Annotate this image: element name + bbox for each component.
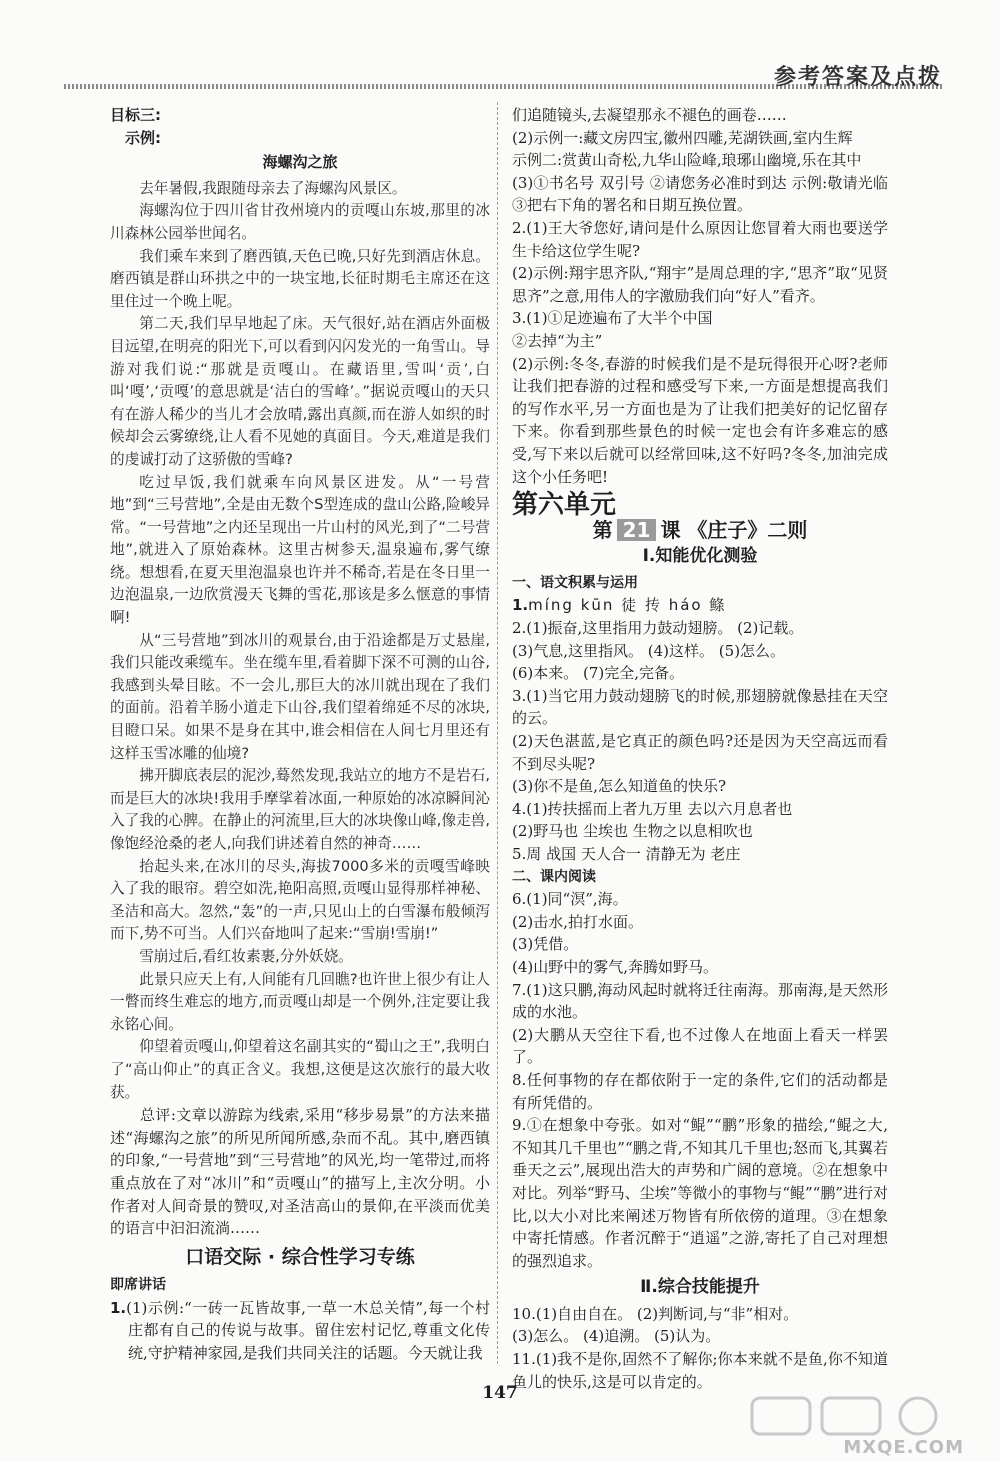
part-title: Ⅰ.知能优化测验 (642, 546, 758, 567)
answer-line: 7.(1)这只鹏,海动风起时就将迁往南海。那南海,是天然形成的水池。 (512, 980, 888, 1022)
essay-paragraph: 吃过早饭,我们就乘车向风景区进发。从“一号营地”到“三号营地”,全是由无数个S型连成的盘山公路,险峻异常。“一号营地”之内还呈现出一片山村的风光,到了“二号营地”,就进入了原始森林。这里古树参天,温泉遍布,雾气缭绕。想想看,在夏天里泡温泉也许并不稀奇,若是在冬日里一边泡温泉,一边欣赏漫天飞舞的雪花,那该是多么惬意的事情啊! (110, 473, 490, 627)
answer-line: 3.(1)①足迹遍布了大半个中国 (512, 309, 713, 328)
goal-heading: 目标三: (110, 106, 161, 124)
answer-line: 4.(1)抟扶摇而上者九万里 去以六月息者也 (512, 799, 793, 818)
answer-line: (2)示例一:藏文房四宝,徽州四雕,芜湖铁画,室内生辉 (512, 128, 853, 147)
answer-line: (4)山野中的雾气,奔腾如野马。 (512, 957, 719, 976)
essay-paragraph: 第二天,我们早早地起了床。天气很好,站在酒店外面极目远望,在明亮的阳光下,可以看到闪闪发光的一角雪山。导游对我们说:“那就是贡嘎山。在藏语里,雪叫‘贡’,白叫‘嘎’,‘贡嘎’的意思就是‘洁白的雪峰’。”据说贡嘎山的天只有在游人稀少的当儿才会放晴,露出真颜,而在游人如织的时候却会云雾缭绕,让人看不见她的真面目。今天,难道是我们的虔诚打动了这骄傲的雪峰? (110, 315, 490, 468)
lesson-name: 课 《庄子》二则 (660, 517, 808, 542)
essay-body (110, 178, 490, 1104)
essay-summary: 总评:文章以游踪为线索,采用“移步易景”的方法来描述“海螺沟之旅”的所见所闻所感,杂而不乱。其中,磨西镇的印象,“一号营地”到“三号营地”的风光,均一笔带过,而将重点放在了对“冰川”和“贡嘎山”的描写上,主次分明。小作者对人间奇景的赞叹,对圣洁高山的景仰,在平淡而优美的语言中汩汩流淌…… (110, 1106, 490, 1238)
speech-heading: 即席讲话 (110, 1277, 166, 1294)
essay-paragraph: 仰望着贡嘎山,仰望着这名副其实的“蜀山之王”,我明白了“高山仰止”的真正含义。我想,这便是这次旅行的最大收获。 (110, 1038, 490, 1101)
answer-line: 6.(1)同“溟”,海。 (512, 890, 628, 909)
answer-line: (2)击水,拍打水面。 (512, 912, 644, 931)
answer-line: 5.周 战国 天人合一 清静无为 老庄 (512, 845, 741, 863)
part-title: Ⅱ.综合技能提升 (640, 1277, 760, 1298)
answer-line: (2)示例:冬冬,春游的时候我们是不是玩得很开心呀?老师让我们把春游的过程和感受写下来,一方面是想提高我们的写作水平,另一方面也是为了让我们把美好的记忆留存下来。你看到那些景色的时候一定也会有许多难忘的感受,写下来以后就可以经常回味,这不好吗?冬冬,加油完成这个小任务吧! (512, 354, 888, 486)
answer-line: (3)凭借。 (512, 935, 579, 954)
continued-text: 们追随镜头,去凝望那永不褪色的画卷…… (512, 106, 787, 124)
item-number: 1. (512, 596, 529, 615)
pinyin-answer: míng kūn 徒 抟 háo 鲦 (528, 596, 727, 615)
subsection-heading: 二、课内阅读 (512, 868, 596, 885)
item-text: (1)示例:“一砖一瓦皆故事,一草一木总关情”,每一个村庄都有自己的传说与故事。留住宏村记忆,尊重文化传统,守护精神家园,是我们共同关注的话题。今天就让我 (126, 1298, 490, 1363)
answer-line: (3)怎么。 (4)追溯。 (5)认为。 (512, 1327, 721, 1346)
page-header-title: 参考答案及点拨 (773, 65, 942, 90)
answer-line: 10.(1)自由自在。 (2)判断词,与“非”相对。 (512, 1304, 799, 1323)
answer-line: (2)野马也 尘埃也 生物之以息相吹也 (512, 822, 753, 841)
essay-paragraph: 我们乘车来到了磨西镇,天色已晚,只好先到酒店休息。磨西镇是群山环拱之中的一块宝地,长征时期毛主席还在这里住过一个晚上呢。 (110, 247, 490, 310)
essay-paragraph: 去年暑假,我跟随母亲去了海螺沟风景区。 (139, 179, 407, 197)
essay-paragraph: 抬起头来,在冰川的尽头,海拔7000多米的贡嘎雪峰映入了我的眼帘。碧空如洗,艳阳高照,贡嘎山显得那样神秘、圣洁和高大。忽然,“轰”的一声,只见山上的白雪瀑布般倾泻而下,势不可当。人们兴奋地叫了起来:“雪崩!雪崩!” (110, 857, 490, 943)
answer-line: 2.(1)王大爷您好,请问是什么原因让您冒着大雨也要送学生卡给这位学生呢? (512, 218, 888, 260)
watermark-text: MXQE.COM (843, 1437, 964, 1458)
essay-paragraph: 此景只应天上有,人间能有几回瞧?也许世上很少有让人一瞥而终生难忘的地方,而贡嘎山却是一个例外,注定要让我永铭心间。 (110, 970, 490, 1033)
column-divider (497, 102, 498, 1364)
essay-paragraph: 雪崩过后,看红妆素裹,分外妖娆。 (139, 947, 353, 965)
answer-line: 3.(1)当它用力鼓动翅膀飞的时候,那翅膀就像悬挂在天空的云。 (512, 686, 888, 728)
answer-item-1 (110, 1297, 490, 1365)
left-column (110, 104, 490, 1365)
answer-line: (2)示例:翔宇思齐队,“翔宇”是周总理的字,“思齐”取“见贤思齐”之意,用伟人的字激励我们向“好人”看齐。 (512, 264, 888, 305)
answer-line: (3)①书名号 双引号 ②请您务必准时到达 示例:敬请光临 ③把右下角的署名和日期互换位置。 (512, 173, 888, 215)
subsection-heading: 一、语文积累与运用 (512, 574, 638, 591)
answer-line: ②去掉“为主” (512, 331, 603, 350)
right-column (512, 104, 888, 1393)
answer-line: 8.任何事物的存在都依附于一定的条件,它们的活动都是有所凭借的。 (512, 1070, 888, 1112)
answer-line (512, 594, 888, 617)
answer-line: 11.(1)我不是你,固然不了解你;你本来就不是鱼,你不知道鱼儿的快乐,这是可以肯定的。 (512, 1350, 888, 1391)
section-title: 口语交际 · 综合性学习专练 (185, 1245, 415, 1268)
essay-paragraph: 从“三号营地”到冰川的观景台,由于沿途都是万丈悬崖,我们只能改乘缆车。坐在缆车里,看着脚下深不可测的山谷,我感到头晕目眩。不一会儿,那巨大的冰川就出现在了我们的面前。沿着羊肠小道走下山谷,我们望着绵延不尽的冰块,目瞪口呆。如果不是身在其中,谁会相信在人间七月里还有这样玉雪冰雕的仙境? (110, 631, 490, 762)
answer-line: 9.①在想象中夸张。如对“鲲”“鹏”形象的描绘,“鲲之大,不知其几千里也”“鹏之背,不知其几千里也;怒而飞,其翼若垂天之云”,展现出浩大的声势和广阔的意境。②在想象中对比。列举“野马、尘埃”等微小的事物与“鲲”“鹏”进行对比,以大小对比来阐述万物皆有所依傍的道理。③在想象中寄托情感。作者沉醉于“逍遥”之游,寄托了自己对理想的强烈追求。 (512, 1116, 889, 1270)
answer-line: (3)你不是鱼,怎么知道鱼的快乐? (512, 777, 727, 796)
essay-paragraph: 拂开脚底表层的泥沙,蓦然发现,我站立的地方不是岩石,而是巨大的冰块!我用手摩挲着冰面,一种原始的冰凉瞬间沁入了我的心脾。在静止的河流里,巨大的冰块像山峰,像走兽,像饱经沧桑的老人,向我们讲述着自然的神奇…… (110, 767, 490, 852)
answer-line: (3)气息,这里指风。 (4)这样。 (5)怎么。 (512, 641, 786, 660)
essay-title: 海螺沟之旅 (262, 153, 338, 172)
lesson-number-badge: 21 (617, 519, 657, 542)
example-label: 示例: (125, 128, 161, 147)
answer-line: 2.(1)振奋,这里指用力鼓动翅膀。 (2)记载。 (512, 619, 804, 638)
unit-title: 第六单元 (512, 490, 617, 521)
essay-paragraph: 海螺沟位于四川省甘孜州境内的贡嘎山东坡,那里的冰川森林公园举世闻名。 (110, 202, 490, 242)
answer-line: (2)大鹏从天空往下看,也不过像人在地面上看天一样罢了。 (512, 1025, 888, 1067)
lesson-prefix: 第 (592, 517, 613, 542)
item-number: 1. (110, 1298, 127, 1317)
lesson-title (512, 519, 888, 542)
page-number: 147 (482, 1383, 518, 1403)
answer-line: (2)天色湛蓝,是它真正的颜色吗?还是因为天空高远而看不到尽头呢? (512, 732, 888, 773)
answer-line: (6)本来。 (7)完全,完备。 (512, 664, 685, 683)
answer-line: 示例二:赏黄山奇松,九华山险峰,琅琊山幽境,乐在其中 (512, 151, 862, 170)
